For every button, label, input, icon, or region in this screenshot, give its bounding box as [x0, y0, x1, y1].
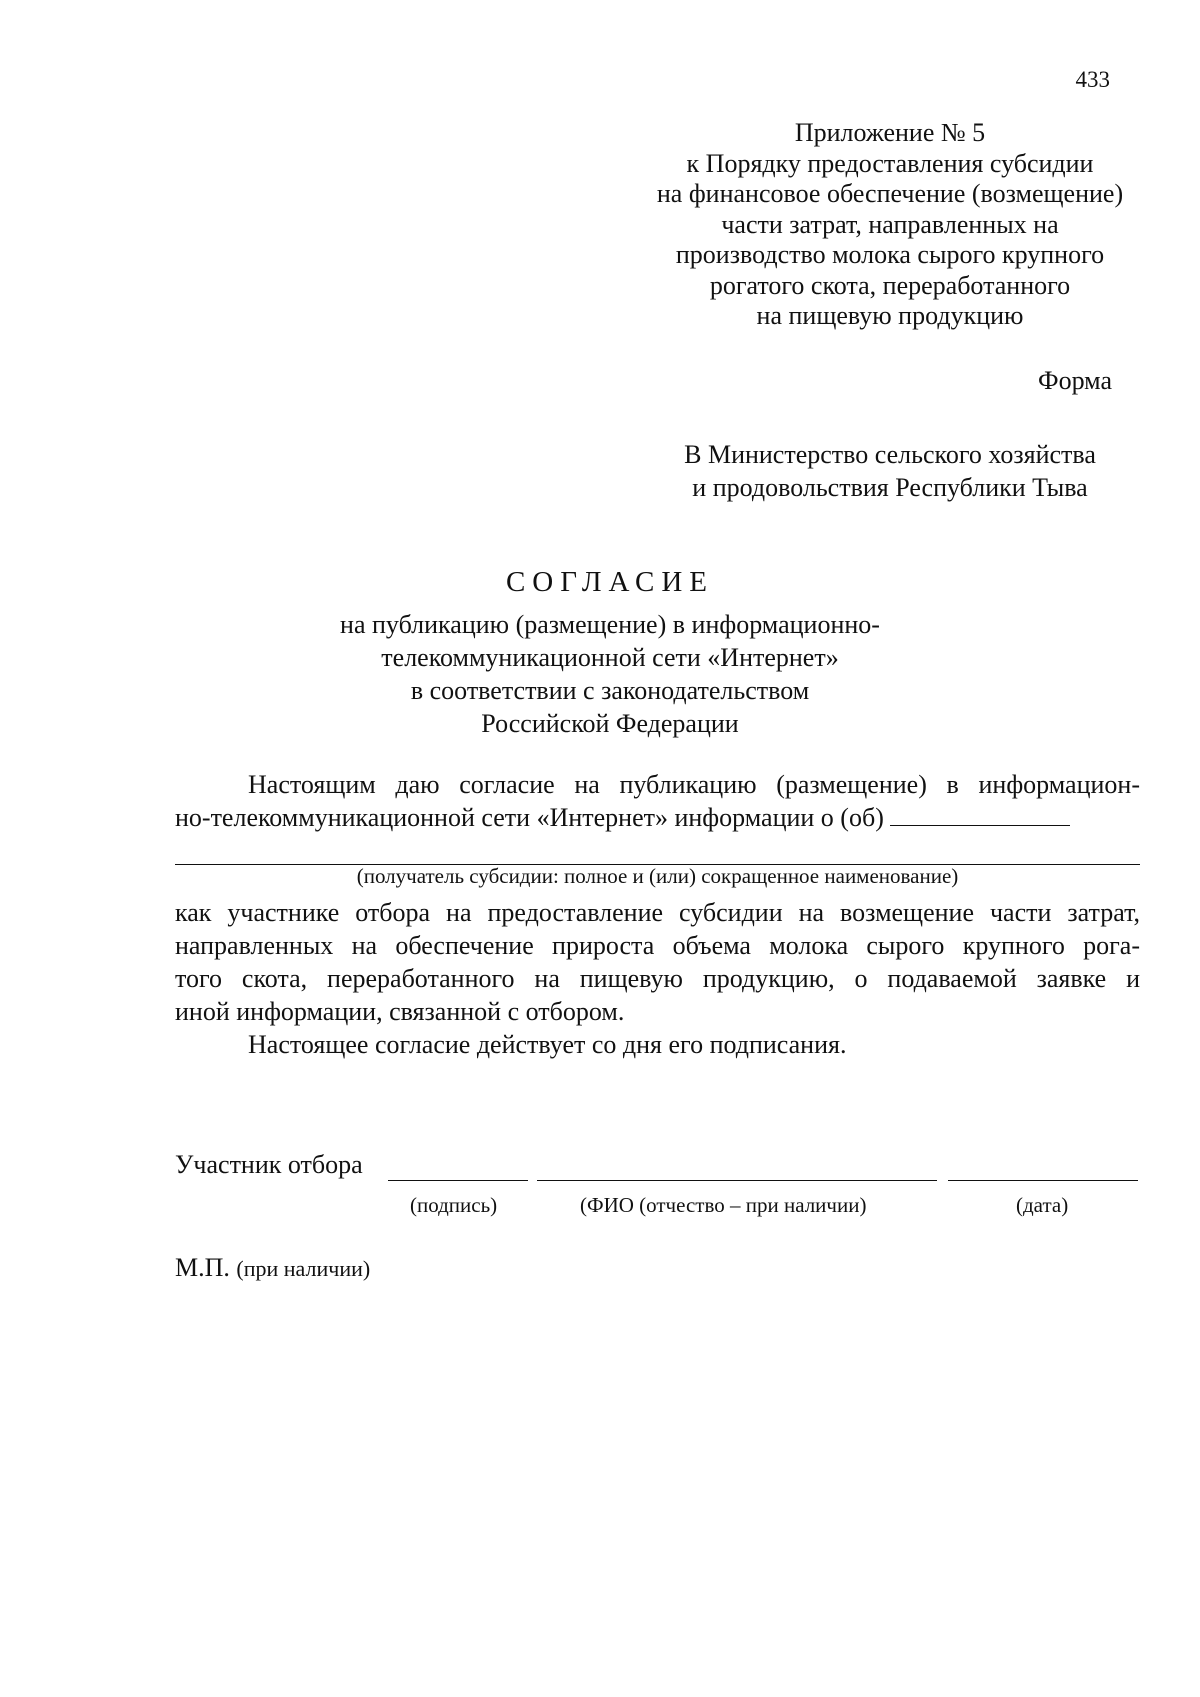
- stamp-line: [175, 1255, 370, 1281]
- recipient-caption: (получатель субсидии: полное и (или) сокращенное наименование): [356, 864, 959, 888]
- document-subtitle: [270, 608, 950, 740]
- signature-caption: (подпись): [410, 1193, 498, 1217]
- addressee-line: В Министерство сельского хозяйства: [684, 440, 1096, 469]
- paragraph-line: того скота, переработанного на пищевую продукцию, о подаваемой заявке и: [175, 964, 1140, 993]
- consent-paragraph-2: [175, 896, 1140, 1061]
- addressee-line: и продовольствия Республики Тыва: [692, 473, 1088, 502]
- signature-fill-line[interactable]: [388, 1180, 528, 1181]
- appendix-line: производство молока сырого крупного: [675, 240, 1105, 269]
- appendix-header: [620, 118, 1160, 332]
- paragraph-line-text: но-телекоммуникационной сети «Интернет» информации о (об): [175, 803, 884, 832]
- date-caption: (дата): [1016, 1193, 1069, 1217]
- name-caption: (ФИО (отчество – при наличии): [580, 1193, 867, 1217]
- consent-paragraph-1: [175, 768, 1140, 834]
- appendix-line: рогатого скота, переработанного: [709, 270, 1071, 300]
- stamp-label: М.П.: [175, 1253, 230, 1282]
- addressee-block: [620, 438, 1160, 504]
- paragraph-line: [175, 801, 1140, 834]
- appendix-line: к Порядку предоставления субсидии: [686, 148, 1094, 178]
- recipient-fill-field[interactable]: [890, 803, 1070, 826]
- subtitle-line: на публикацию (размещение) в информационно-: [340, 610, 880, 639]
- paragraph-line: как участнике отбора на предоставление субсидии на возмещение части затрат,: [175, 898, 1140, 927]
- paragraph-line: направленных на обеспечение прироста объема молока сырого крупного рога-: [175, 931, 1140, 960]
- name-fill-line[interactable]: [537, 1180, 937, 1181]
- paragraph-line: иной информации, связанной с отбором.: [175, 997, 625, 1026]
- stamp-note: (при наличии): [236, 1256, 371, 1281]
- appendix-line: части затрат, направленных на: [721, 209, 1059, 239]
- form-label: Форма: [1038, 366, 1112, 395]
- appendix-line: на пищевую продукцию: [756, 301, 1024, 330]
- validity-statement: Настоящее согласие действует со дня его подписания.: [248, 1030, 847, 1059]
- signature-label: Участник отбора: [175, 1150, 363, 1179]
- page-number: 433: [1075, 67, 1110, 92]
- subtitle-line: телекоммуникационной сети «Интернет»: [381, 643, 839, 672]
- document-title: СОГЛАСИЕ: [505, 566, 715, 598]
- appendix-line: на финансовое обеспечение (возмещение): [656, 179, 1124, 208]
- subtitle-line: в соответствии с законодательством: [410, 676, 810, 705]
- subtitle-line: Российской Федерации: [481, 709, 739, 738]
- appendix-line: Приложение № 5: [794, 118, 986, 147]
- paragraph-line: Настоящим даю согласие на публикацию (размещение) в информацион-: [248, 770, 1140, 799]
- date-fill-line[interactable]: [948, 1180, 1138, 1181]
